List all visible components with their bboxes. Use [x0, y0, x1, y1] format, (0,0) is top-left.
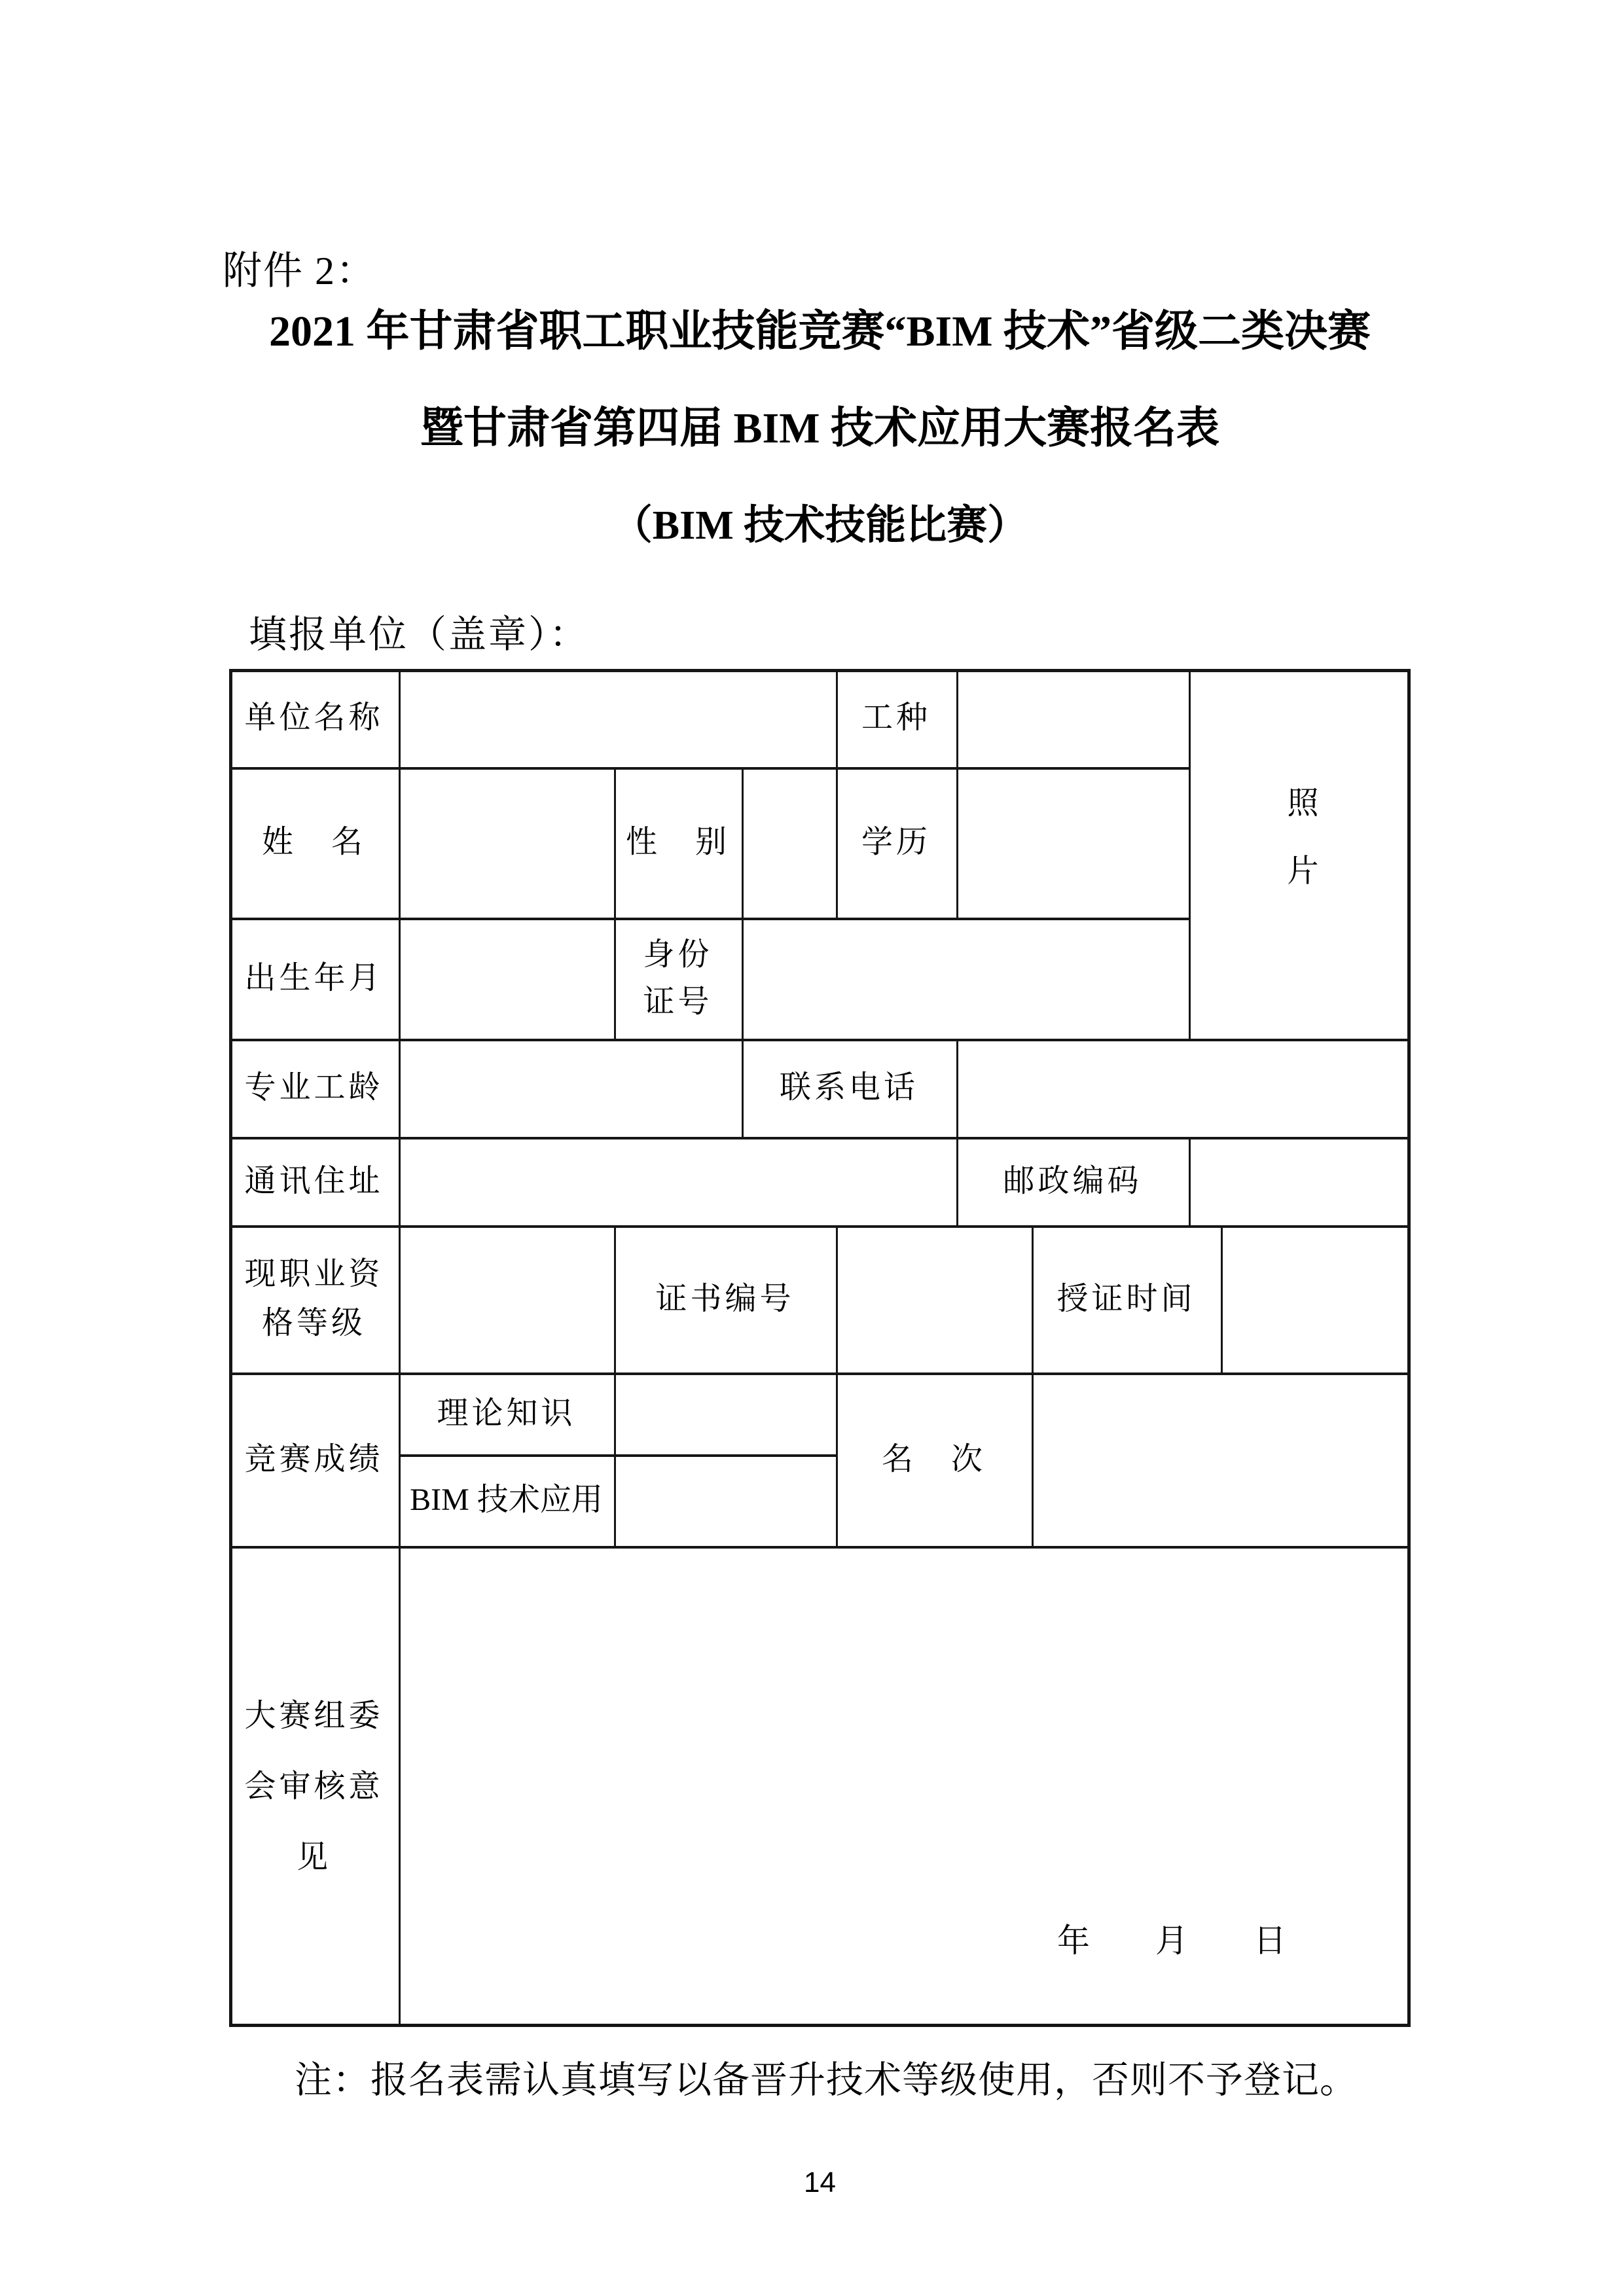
document-title-line-1: 2021 年甘肃省职工职业技能竞赛“BIM 技术”省级二类决赛 [269, 308, 1371, 355]
qualification-label-cell [229, 1225, 399, 1372]
rank-label: 名 次 [881, 1441, 986, 1477]
id-number-value-cell [744, 920, 1187, 1036]
bim-score-value-cell [616, 1457, 834, 1543]
table-border-bottom [229, 2024, 1411, 2027]
photo-label: 照片 [1282, 786, 1317, 922]
gender-label: 性 别 [625, 825, 730, 859]
photo-box [1189, 669, 1411, 1039]
certificate-no-value-cell [838, 1228, 1030, 1370]
postal-code-value-cell [1191, 1139, 1407, 1223]
theory-label: 理论知识 [437, 1395, 576, 1431]
phone-label: 联系电话 [779, 1070, 918, 1105]
phone-value-cell [958, 1041, 1407, 1134]
id-number-label-cell [614, 918, 742, 1039]
name-label: 姓 名 [261, 825, 366, 859]
rank-value-cell [1034, 1375, 1407, 1543]
theory-score-value-cell [616, 1375, 834, 1452]
education-label: 学历 [861, 825, 931, 859]
birth-date-label: 出生年月 [244, 960, 384, 996]
job-type-label: 工种 [861, 700, 931, 735]
committee-label-cell [229, 1546, 399, 2027]
education-value-cell [958, 770, 1187, 915]
postal-code-label: 邮政编码 [1003, 1163, 1142, 1198]
competition-score-label: 竞赛成绩 [244, 1441, 384, 1477]
birth-date-value-cell [401, 920, 612, 1036]
page-number: 14 [804, 2166, 836, 2198]
work-years-label: 专业工龄 [244, 1070, 384, 1105]
registration-form-table [229, 669, 1411, 2027]
attachment-label: 附件 2： [223, 249, 376, 293]
certificate-date-value-cell [1223, 1228, 1407, 1370]
work-years-value-cell [401, 1041, 740, 1134]
document-title-line-3: （BIM 技术技能比赛） [611, 503, 1028, 548]
committee-opinion-value-cell [401, 1549, 1407, 2024]
document-title-line-2: 暨甘肃省第四届 BIM 技术应用大赛报名表 [420, 404, 1219, 452]
qualification-value-cell [401, 1228, 612, 1370]
certificate-no-label: 证书编号 [655, 1281, 795, 1316]
reporting-unit-seal-label: 填报单位（盖章）： [249, 613, 590, 656]
qualification-label: 现职业资格等级 [244, 1257, 384, 1340]
gender-value-cell [744, 770, 834, 915]
unit-name-value-cell [401, 672, 834, 764]
footer-note: 注：报名表需认真填写以备晋升技术等级使用，否则不予登记。 [295, 2060, 1358, 2101]
bim-application-label: BIM 技术应用 [410, 1482, 603, 1517]
committee-opinion-label: 大赛组委会审核意见 [244, 1698, 384, 1874]
certificate-date-label: 授证时间 [1056, 1281, 1196, 1316]
date-signature-line: 年 月 日 [1057, 1922, 1286, 1959]
job-type-value-cell [958, 672, 1187, 764]
name-value-cell [401, 770, 612, 915]
address-value-cell [401, 1139, 954, 1223]
id-number-label: 身份证号 [643, 937, 713, 1019]
unit-name-label: 单位名称 [244, 700, 384, 735]
address-label: 通讯住址 [244, 1163, 384, 1198]
